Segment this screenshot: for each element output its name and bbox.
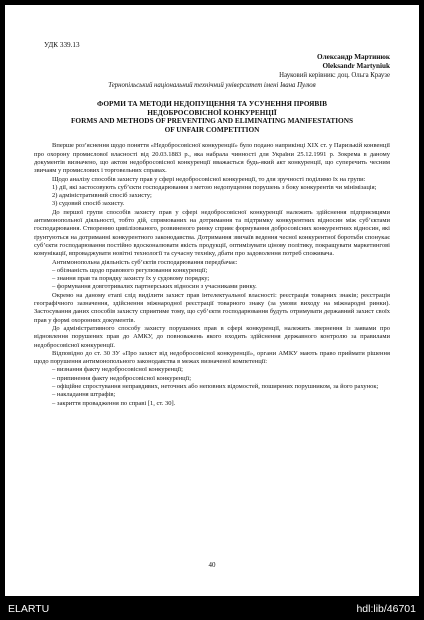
repository-label: ELARTU xyxy=(8,603,50,615)
list-item: 2) адміністративний спосіб захисту; xyxy=(52,192,152,200)
list-item: – офіційне спростування неправдивих, неточних або неповних відомостей, поширених порушником, за його рахунок; xyxy=(52,382,379,390)
paragraph: Щодо аналізу способів захисту прав у сфері недобросовісної конкуренції, то для зручності поділимо їх на групи: xyxy=(52,175,366,183)
paragraph: До першої групи способів захисту прав у сфері недобросовісної конкуренції належить здійснення підприємцями антимонопольної діяльності, тобто дій, спрямованих на дотримання та підтримку конкурентних відносин між суб’єктами господарювання. Створенню цивілізованого, розвиненого ринку сприяє формування добросовісних конкурентних відносин, які ґрунтуються на дотриманні конкурентного законодавства. Дотримання звичаїв ведення чесної конкурентної боротьби спонукає суб’єкти господарювання постійно вдосконалювати якість продукції, оптимізувати цінову політику, покращувати маркетингові комунікації, впроваджувати новітні технології та сучасну техніку, дбати про задоволення потреб споживача. xyxy=(34,208,390,258)
paragraph: До адміністративного способу захисту порушених прав в сфері конкуренції, належить звернення із заявами про відновлення порушених прав до АМКУ, до повноважень якого входить здійснення державного контролю за правилами недобросовісної конкуренції. xyxy=(34,324,390,349)
page-number: 40 xyxy=(208,561,216,569)
list-item: – накладання штрафів; xyxy=(52,391,116,399)
paper-titles xyxy=(34,100,390,134)
list-item: – закриття провадження по справі [1, ст. 30]. xyxy=(52,399,176,407)
list-item: – обізнаність щодо правового регулювання конкуренції; xyxy=(52,266,208,274)
university-name: Тернопільський національний технічний університет імені Івана Пулюя xyxy=(108,82,316,89)
title-uk-line-2: НЕДОБРОСОВІСНОЇ КОНКУРЕНЦІЇ xyxy=(147,107,277,117)
paragraph: Вперше роз’яснення щодо поняття «Недобросовісної конкуренції» було подано наприкінці XIX ст. у Паризькій конвенції про охорону промислової власності від 20.03.1883 р., яка набрала чинності для України 25.12.1991 р. Зокрема в даному документів визначено, що актом недобросовісної конкуренції вважається будь-який акт конкуренції, що суперечить чесним звичаям у промислових і торговельних справах. xyxy=(34,142,390,175)
supervisor-line: Науковий керівник: доц. Ольга Краузе xyxy=(279,72,390,79)
body-text xyxy=(34,142,390,408)
title-en-line-2: OF UNFAIR COMPETITION xyxy=(164,124,260,134)
paragraph: Відповідно до ст. 30 ЗУ «Про захист від недобросовісної конкуренції», органи АМКУ мають право приймати рішення щодо порушення антимонопольного законодавства в межах визначеної компетенції: xyxy=(34,349,390,366)
list-item: – припинення факту недобросовісної конкуренції; xyxy=(52,374,192,382)
udc-code: УДК 339.13 xyxy=(44,41,80,49)
paragraph: Окремо на даному етапі слід виділити захист прав інтелектуальної власності: реєстрація товарних знаків; реєстрація географічного зазначення, здійснення міжнародної реєстрації товарного знаку (за умови виходу на міжнародні ринки). Застосування даних способів захисту сприятиме тому, що суб’єкти господарювання будуть отримувати державний захист своїх прав у формі охоронних документів. xyxy=(34,291,390,324)
document-page xyxy=(5,5,419,596)
handle-label: hdl:lib/46701 xyxy=(356,603,416,615)
list-item: – знання прав та порядку захисту їх у судовому порядку; xyxy=(52,275,210,283)
author-name-en: Oleksandr Martyniuk xyxy=(322,62,390,70)
list-item: 1) дії, які застосовують суб’єкти господарювання з метою недопущення порушень з боку конкурентів чи мінімізація; xyxy=(52,183,377,191)
title-uk-line-1: ФОРМИ ТА МЕТОДИ НЕДОПУЩЕННЯ ТА УСУНЕННЯ ПРОЯВІВ xyxy=(96,99,327,108)
author-name-uk: Олександр Мартинюк xyxy=(317,53,390,61)
list-item: – формування довготривалих партнерських відносин з учасниками ринку. xyxy=(52,283,257,291)
list-item: – визнання факту недобросовісної конкуренції; xyxy=(52,366,183,374)
list-item: 3) судовий спосіб захисту. xyxy=(52,200,125,208)
title-en-line-1: FORMS AND METHODS OF PREVENTING AND ELIMINATING MANIFESTATIONS xyxy=(70,116,354,126)
footer-bar xyxy=(0,596,424,620)
paragraph: Антимонопольна діяльність суб’єктів господарювання передбачає: xyxy=(52,258,238,266)
